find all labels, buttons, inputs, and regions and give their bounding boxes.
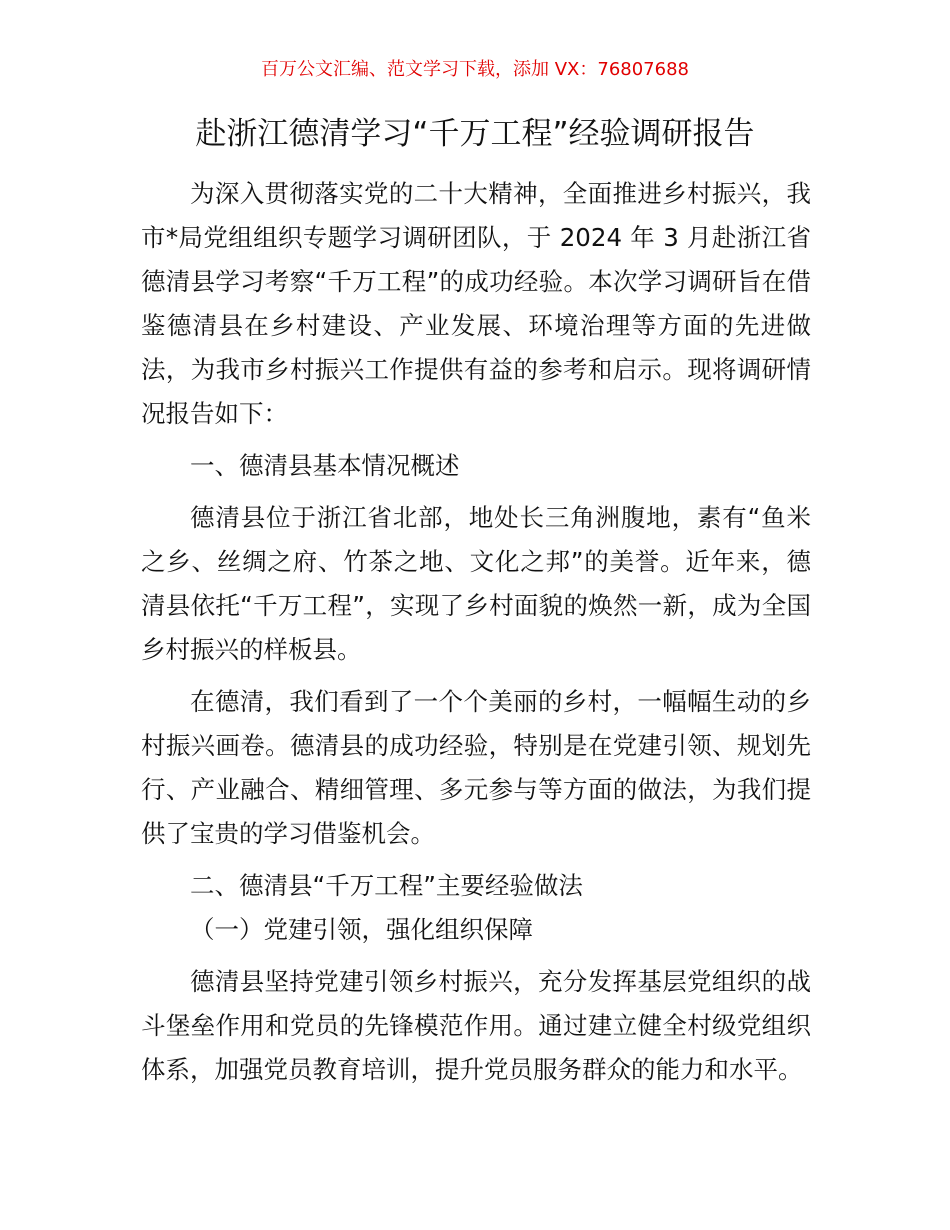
intro-paragraph: 为深入贯彻落实党的二十大精神，全面推进乡村振兴，我市*局党组组织专题学习调研团队，于 2024 年 3 月赴浙江省德清县学习考察“千万工程”的成功经验。本次学习调研旨在借鉴德清县在乡村建设、产业发展、环境治理等方面的先进做法，为我市乡村振兴工作提供有益的参考和启示。现将调研情况报告如下：	[141, 179, 811, 428]
section-heading-2: 二、德清县“千万工程”主要经验做法	[190, 871, 583, 900]
document-title: 赴浙江德清学习“千万工程”经验调研报告	[195, 116, 755, 152]
subsection-heading-1: （一）党建引领，强化组织保障	[190, 915, 533, 944]
section-heading-1: 一、德清县基本情况概述	[190, 451, 460, 480]
paragraph-party-building: 德清县坚持党建引领乡村振兴，充分发挥基层党组织的战斗堡垒作用和党员的先锋模范作用。通过建立健全村级党组织体系，加强党员教育培训，提升党员服务群众的能力和水平。	[141, 967, 811, 1084]
document-body	[141, 172, 811, 1092]
paragraph-overview: 德清县位于浙江省北部，地处长三角洲腹地，素有“鱼米之乡、丝绸之府、竹茶之地、文化之邦”的美誉。近年来，德清县依托“千万工程”，实现了乡村面貌的焕然一新，成为全国乡村振兴的样板县。	[141, 503, 811, 664]
paragraph-experience: 在德清，我们看到了一个个美丽的乡村，一幅幅生动的乡村振兴画卷。德清县的成功经验，特别是在党建引领、规划先行、产业融合、精细管理、多元参与等方面的做法，为我们提供了宝贵的学习借鉴机会。	[141, 687, 811, 848]
watermark-banner: 百万公文汇编、范文学习下载，添加 VX：76807688	[261, 59, 689, 80]
